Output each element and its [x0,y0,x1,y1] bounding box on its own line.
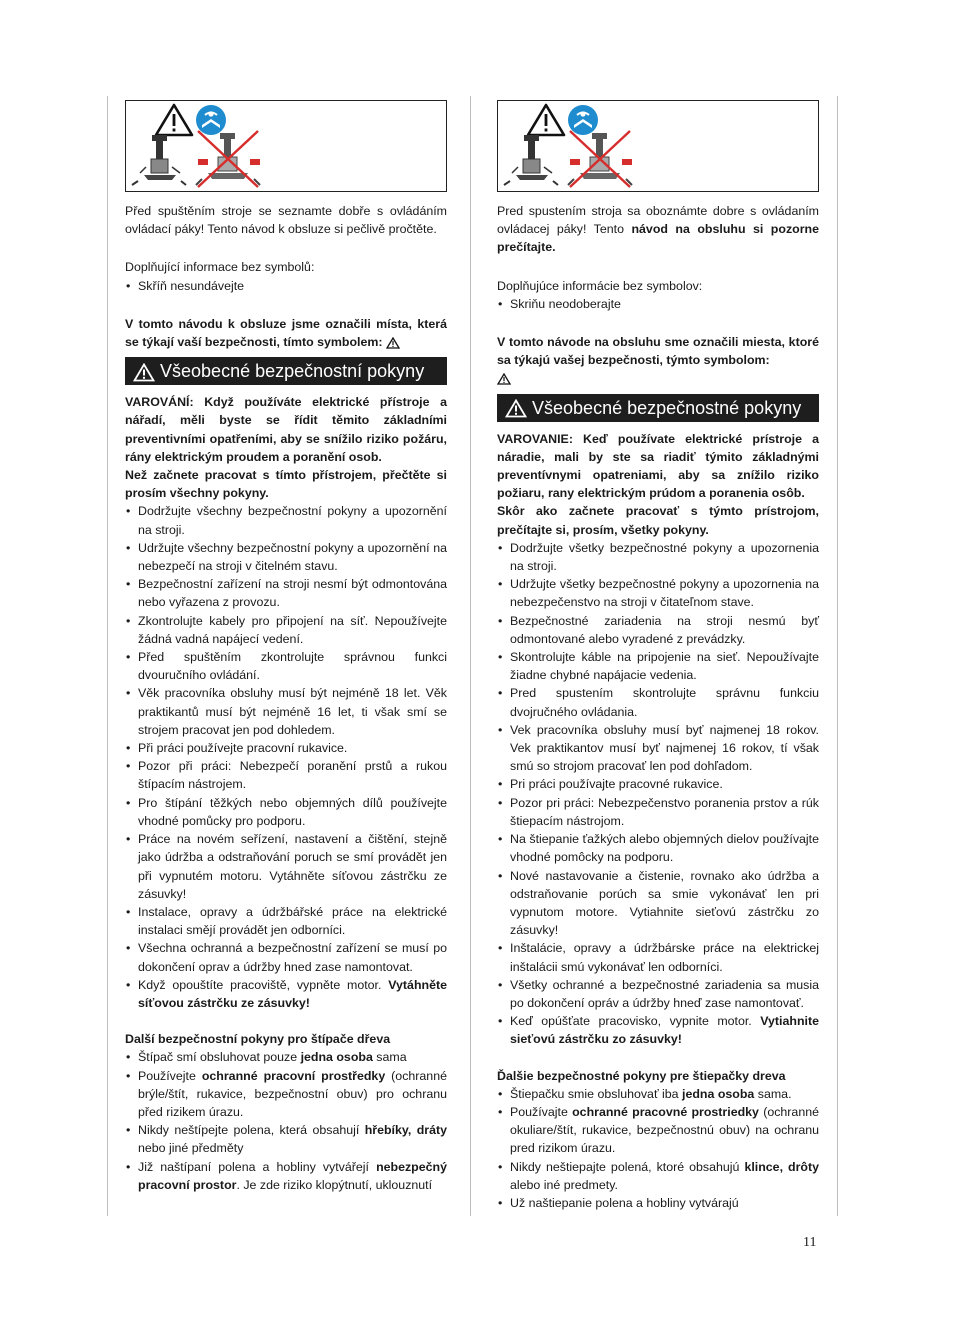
list-item: • Udržujte všetky bezpečnostné pokyny a upozornenia na nebezpečenstvo na stroji v čitateľnom stave. [497,575,819,611]
list-item: • Inštalácie, opravy a údržbárske práce na elektrickej inštalácii smú vykonávať len odborníci. [497,939,819,975]
read-manual-icon [196,105,226,135]
list-item: • Skříň nesundávejte [125,277,447,295]
list-item: • Vek pracovníka obsluhy musí byť najmenej 18 rokov. Vek praktikantov musí byť najmenej 16 rokov, tí však smú so strojom pracovať len pod dohľadom. [497,721,819,776]
list-item: • Štípač smí obsluhovat pouze jedna osoba sama [125,1048,447,1066]
splitter-title-cs: Další bezpečnostní pokyny pro štípače dřeva [125,1032,391,1047]
log-splitter-icon [504,135,558,185]
extra-info-list-sk [497,295,819,313]
splitter-title-sk: Ďalšie bezpečnostné pokyny pre štiepačky dreva [497,1068,786,1083]
list-item: • Při práci používejte pracovní rukavice. [125,739,447,757]
section-header-cs [125,357,447,385]
list-item: • Skontrolujte káble na pripojenie na sieť. Nepoužívajte žiadne chybné napájacie vedenia. [497,648,819,684]
warning-sk: VAROVANIE: Keď používate elektrické prístroje a náradie, mali by ste sa riadiť týmito základnými preventívnymi opatreniami, aby sa znížilo riziko požiaru, rany elektrickým prúdom a poranenia osôb. [497,431,819,501]
list-item: • Všetky ochranné a bezpečnostné zariadenia sa musia po dokončení opráv a údržby hneď zase namontovať. [497,976,819,1012]
list-item: • Pred spustením skontrolujte správnu funkciu dvojručného ovládania. [497,684,819,720]
list-item: • Dodržujte všechny bezpečnostní pokyny a upozornění na stroji. [125,502,447,538]
list-item: • Instalace, opravy a údržbářské práce na elektrické instalaci smějí provádět jen odborníci. [125,903,447,939]
list-item: • Používejte ochranné pracovní prostředky (ochranné brýle/štít, rukavice, bezpečnostní obuv) pro ochranu před rizikem úrazu. [125,1067,447,1122]
column-rule-center [470,96,471,1216]
symbol-note-cs: V tomto návodu k obsluze jsme označili místa, která se týkají vaší bezpečnosti, tímto symbolem: [125,316,447,350]
safety-list-sk [497,539,819,1049]
section-header-sk [497,394,819,422]
list-item: • Nikdy neštiepajte polená, ktoré obsahujú klince, drôty alebo iné predmety. [497,1158,819,1194]
list-item: • Práce na novém seřízení, nastavení a čištění, stejně jako údržba a odstraňování poruch se smí provádět jen při vypnutém motoru. Vytáhněte síťovou zástrčku ze zásuvky! [125,830,447,903]
safety-list-cs [125,502,447,1012]
column-rule-left [107,96,108,1216]
warning-triangle-icon [133,363,155,382]
list-item: • Keď opúšťate pracovisko, vypnite motor. Vytiahnite sieťovú zástrčku zo zásuvky! [497,1012,819,1048]
warning-triangle-icon [156,105,192,135]
intro-cs: Před spuštěním stroje se seznamte dobře s ovládáním ovládací páky! Tento návod k obsluze si pečlivě pročtěte. [125,204,447,237]
list-item: • Pozor při práci: Nebezpečí poranění prstů a rukou štípacím nástrojem. [125,757,447,793]
read-manual-icon [568,105,598,135]
list-item: • Na štiepanie ťažkých alebo objemných dielov používajte vhodné pomôcky na podporu. [497,830,819,866]
section-title-sk: Všeobecné bezpečnostné pokyny [532,397,802,418]
warning-triangle-icon [528,105,564,135]
list-item: • Před spuštěním zkontrolujte správnou funkci dvouručního ovládání. [125,648,447,684]
list-item: • Věk pracovníka obsluhy musí být nejméně 18 let. Věk praktikantů musí být nejméně 16 let, ti však smí se strojem pracovat jen pod dohledem. [125,684,447,739]
warning-triangle-icon [505,399,527,418]
list-item: • Zkontrolujte kabely pro připojení na síť. Nepoužívejte žádná vadná napájecí vedení. [125,612,447,648]
list-item: • Udržujte všechny bezpečnostní pokyny a upozornění na nebezpečí na stroji v čitelném stavu. [125,539,447,575]
extra-info-list-cs [125,277,447,295]
intro-sk: Pred spustením stroja sa oboznámte dobre s ovládaním ovládacej páky! Tento návod na obsluhu si pozorne prečítajte. [497,204,819,255]
safety-figure-cs [125,100,447,192]
section-title-cs: Všeobecné bezpečnostní pokyny [160,361,425,382]
splitter-list-cs [125,1048,447,1194]
warning-triangle-icon [497,373,511,385]
page-number: 11 [803,1235,817,1250]
slovak-column [497,100,819,1212]
list-item: • Když opouštíte pracoviště, vypněte motor. Vytáhněte síťovou zástrčku ze zásuvky! [125,976,447,1012]
list-item: • Všechna ochranná a bezpečnostní zařízení se musí po dokončení oprav a údržby hned zase namontovat. [125,939,447,975]
symbol-note-sk: V tomto návode na obsluhu sme označili miesta, ktoré sa týkajú vašej bezpečnosti, týmto symbolom: [497,333,819,388]
list-item: • Skriňu neodoberajte [497,295,819,313]
list-item: • Pro štípání těžkých nebo objemných dílů používejte vhodné pomůcky pro podporu. [125,794,447,830]
list-item: • Už naštiepanie polena a hobliny vytvárajú [497,1194,819,1212]
column-rule-right [837,96,838,1216]
extra-info-title-sk: Doplňujúce informácie bez symbolov: [497,278,703,293]
list-item: • Štiepačku smie obsluhovať iba jedna osoba sama. [497,1085,819,1103]
crossed-out-splitter-icon [568,131,632,187]
safety-figure-sk [497,100,819,192]
list-item: • Používajte ochranné pracovné prostriedky (ochranné okuliare/štít, rukavice, bezpečnostnú obuv) na ochranu pred rizikom úrazu. [497,1103,819,1158]
czech-column [125,100,447,1194]
log-splitter-icon [132,135,186,185]
list-item: • Dodržujte všetky bezpečnostné pokyny a upozornenia na stroji. [497,539,819,575]
extra-info-title-cs: Doplňující informace bez symbolů: [125,260,315,275]
list-item: • Již naštípaní polena a hobliny vytvářejí nebezpečný pracovní prostor. Je zde riziko klopýtnutí, uklouznutí [125,1158,447,1194]
list-item: • Pri práci používajte pracovné rukavice. [497,775,819,793]
warning-triangle-icon [386,337,400,349]
list-item: • Bezpečnostní zařízení na stroji nesmí být odmontována nebo vyřazena z provozu. [125,575,447,611]
read-first-cs: Než začnete pracovat s tímto přístrojem, přečtěte si prosím všechny pokyny. [125,468,447,501]
list-item: • Bezpečnostné zariadenia na stroji nesmú byť odmontované alebo vyradené z prevádzky. [497,612,819,648]
list-item: • Nikdy neštípejte polena, která obsahují hřebíky, dráty nebo jiné předměty [125,1121,447,1157]
warning-cs: VAROVÁNÍ: Když používáte elektrické přístroje a nářadí, měli byste se řídit těmito základními preventivními opatřeními, aby se snížilo riziko požáru, rány elektrickým proudem a poranění osob. [125,395,447,464]
list-item: • Pozor pri práci: Nebezpečenstvo poranenia prstov a rúk štiepacím nástrojom. [497,794,819,830]
splitter-list-sk [497,1085,819,1212]
crossed-out-splitter-icon [196,131,260,187]
read-first-sk: Skôr ako začnete pracovať s týmto prístrojom, prečítajte si, prosím, všetky pokyny. [497,504,819,537]
list-item: • Nové nastavovanie a čistenie, rovnako ako údržba a odstraňovanie porúch sa smie vykonávať len pri vypnutom motore. Vytiahnite sieťovú zástrčku zo zásuvky! [497,867,819,940]
